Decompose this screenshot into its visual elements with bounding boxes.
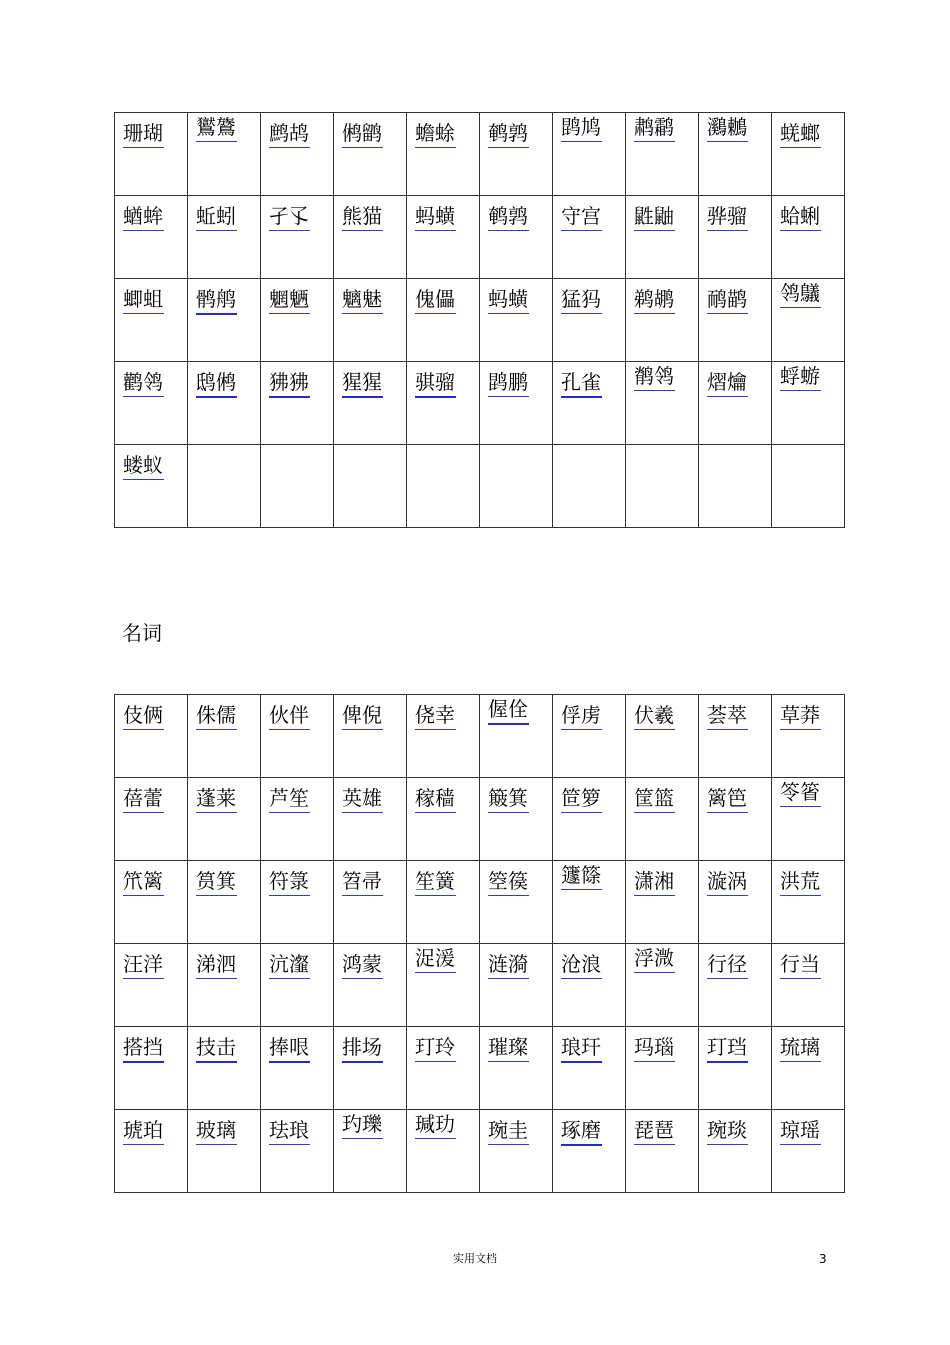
vocabulary-word: 魍魉 [269,286,310,314]
section-title: 名词 [122,621,162,645]
vocabulary-word: 蜣螂 [780,120,821,148]
vocabulary-word: 浮溦 [634,945,675,973]
vocabulary-word: 鹘鸼 [196,286,237,315]
vocabulary-word: 篱笆 [707,785,748,813]
vocabulary-word: 鹡鸰 [634,363,675,391]
table1-cell [699,445,772,528]
table2-cell [188,1110,261,1193]
vocabulary-word: 琅玕 [561,1034,602,1063]
vocabulary-word: 琉璃 [780,1034,821,1062]
vocabulary-word: 骐骝 [415,369,456,398]
table1-cell [772,445,845,528]
vocabulary-word: 笭箵 [780,779,821,807]
vocabulary-word: 伙伴 [269,702,310,730]
vocabulary-word: 琼瑶 [780,1117,821,1145]
vocabulary-word: 琥珀 [123,1117,164,1145]
vocabulary-table-1 [114,112,845,528]
vocabulary-word: 魑魅 [342,286,383,314]
table2-cell [188,778,261,861]
vocabulary-word: 箜篌 [488,868,529,896]
vocabulary-word: 符箓 [269,868,310,896]
vocabulary-word: 筐篮 [634,785,675,813]
table2-cell [699,861,772,944]
vocabulary-word: 鸑鷟 [196,114,237,142]
table1-cell [699,362,772,445]
vocabulary-word: 璀璨 [488,1034,529,1062]
table2-cell [261,861,334,944]
table1-cell [553,279,626,362]
vocabulary-word: 蝤蛑 [123,203,164,231]
vocabulary-word: 涟漪 [488,951,529,979]
vocabulary-word: 鸂鶒 [707,114,748,142]
table2-cell [261,944,334,1027]
vocabulary-word: 蚯蚓 [196,203,237,231]
table1-cell [699,279,772,362]
vocabulary-word: 蚂蟥 [488,286,529,314]
table1-cell [115,445,188,528]
table2-cell [626,695,699,778]
vocabulary-word: 猛犸 [561,286,602,314]
table2-cell [480,1110,553,1193]
table1-cell [553,362,626,445]
vocabulary-word: 俾倪 [342,702,383,730]
vocabulary-word: 玎玲 [415,1034,456,1062]
vocabulary-word: 蝼蚁 [123,452,164,480]
vocabulary-word: 搭挡 [123,1034,164,1063]
table2-cell [772,695,845,778]
table2-cell [407,861,480,944]
table1-row [115,113,845,196]
table2-row [115,695,845,778]
vocabulary-word: 蚂蟥 [415,203,456,231]
vocabulary-word: 伏羲 [634,702,675,730]
table2-cell [407,778,480,861]
table2-cell [407,944,480,1027]
table2-cell [115,1110,188,1193]
table1-cell [334,196,407,279]
vocabulary-word: 琢磨 [561,1117,602,1146]
vocabulary-word: 熊猫 [342,203,383,231]
vocabulary-word: 蟾蜍 [415,120,456,148]
vocabulary-word: 琵琶 [634,1117,675,1145]
vocabulary-word: 漩涡 [707,868,748,896]
vocabulary-word: 沧浪 [561,951,602,979]
vocabulary-word: 孔雀 [561,369,602,398]
table1-cell [407,113,480,196]
table1-cell [480,196,553,279]
vocabulary-word: 鹳鸰 [123,369,164,397]
table2-cell [480,695,553,778]
table2-cell [261,1027,334,1110]
vocabulary-word: 鹧鸪 [269,120,310,148]
table2-cell [699,944,772,1027]
vocabulary-word: 鸱鸺 [196,369,237,398]
table1-cell [261,196,334,279]
table1-cell [188,113,261,196]
table1-cell [407,445,480,528]
table2-cell [115,861,188,944]
vocabulary-word: 鹔鹴 [634,114,675,142]
table2-cell [115,695,188,778]
table1-cell [553,445,626,528]
vocabulary-word: 侏儒 [196,702,237,730]
table2-cell [699,1027,772,1110]
vocabulary-word: 玻璃 [196,1117,237,1145]
table1-cell [480,445,553,528]
table1-cell [261,445,334,528]
vocabulary-word: 鸸鹋 [707,286,748,314]
table2-cell [334,1110,407,1193]
vocabulary-word: 鸿蒙 [342,951,383,979]
vocabulary-word: 稼穑 [415,785,456,813]
table1-cell [188,362,261,445]
vocabulary-word: 孑孓 [269,203,310,231]
vocabulary-word: 鸰鸃 [780,280,821,308]
table2-cell [261,1110,334,1193]
vocabulary-word: 傀儡 [415,286,456,314]
vocabulary-table-nouns [114,694,845,1193]
table2-row [115,944,845,1027]
table2-cell [480,1027,553,1110]
vocabulary-word: 鸺鹠 [342,120,383,148]
table2-cell [188,944,261,1027]
table2-cell [626,778,699,861]
table2-cell [772,861,845,944]
vocabulary-word: 笙簧 [415,868,456,896]
table1-cell [334,445,407,528]
table2-cell [553,944,626,1027]
vocabulary-word: 琬琰 [707,1117,748,1145]
table1-cell [553,196,626,279]
table1-cell [772,362,845,445]
vocabulary-word: 笤帚 [342,868,383,896]
vocabulary-word: 捧哏 [269,1034,310,1063]
vocabulary-word: 潇湘 [634,868,675,896]
vocabulary-word: 排场 [342,1034,383,1063]
table2-cell [480,861,553,944]
vocabulary-word: 簸箕 [488,785,529,813]
vocabulary-word: 鹌鹑 [488,120,529,148]
table1-cell [115,196,188,279]
vocabulary-word: 籧篨 [561,862,602,890]
table1-cell [261,113,334,196]
table2-cell [188,861,261,944]
table1-row [115,196,845,279]
table1-cell [553,113,626,196]
vocabulary-word: 行当 [780,951,821,979]
table2-cell [480,778,553,861]
table1-cell [115,279,188,362]
table2-cell [261,695,334,778]
table2-row [115,1110,845,1193]
table1-cell [261,279,334,362]
table1-cell [480,113,553,196]
vocabulary-word: 守宫 [561,203,602,231]
vocabulary-word: 熠爚 [707,369,748,397]
table1-cell [188,279,261,362]
table2-cell [334,695,407,778]
table1-cell [626,113,699,196]
table2-cell [553,861,626,944]
table2-cell [699,1110,772,1193]
vocabulary-word: 蝍蛆 [123,286,164,314]
vocabulary-word: 伎俩 [123,702,164,730]
table2-cell [626,944,699,1027]
table1-row [115,445,845,528]
table2-cell [772,1027,845,1110]
footer-text: 实用文档 [453,1252,497,1265]
vocabulary-word: 汪洋 [123,951,164,979]
table2-cell [407,1110,480,1193]
vocabulary-word: 草莽 [780,702,821,730]
vocabulary-word: 荟萃 [707,702,748,730]
table1-cell [626,196,699,279]
vocabulary-word: 骅骝 [707,203,748,231]
table1-cell [407,279,480,362]
table2-cell [772,1110,845,1193]
vocabulary-word: 玎珰 [707,1034,748,1063]
table2-cell [480,944,553,1027]
table2-cell [188,1027,261,1110]
table2-cell [699,695,772,778]
table1-cell [188,445,261,528]
table1-cell [699,113,772,196]
vocabulary-word: 涕泗 [196,951,237,979]
vocabulary-word: 笸箩 [561,785,602,813]
vocabulary-word: 玛瑙 [634,1034,675,1062]
table2-cell [772,944,845,1027]
table2-cell [115,778,188,861]
vocabulary-word: 笊篱 [123,868,164,896]
vocabulary-word: 珐琅 [269,1117,310,1145]
table1-cell [261,362,334,445]
vocabulary-word: 蜉蝣 [780,363,821,391]
table1-cell [407,362,480,445]
table2-cell [626,861,699,944]
vocabulary-word: 鹍鸠 [561,114,602,142]
table1-cell [115,362,188,445]
vocabulary-word: 沆瀣 [269,951,310,979]
vocabulary-word: 鼪鼬 [634,203,675,231]
table2-row [115,1027,845,1110]
table1-cell [334,362,407,445]
vocabulary-word: 蓬莱 [196,785,237,813]
vocabulary-word: 浞湲 [415,945,456,973]
table2-row [115,861,845,944]
table2-cell [626,1110,699,1193]
vocabulary-word: 蓓蕾 [123,785,164,813]
table1-cell [188,196,261,279]
vocabulary-word: 洪荒 [780,868,821,896]
table1-cell [772,113,845,196]
table1-cell [626,362,699,445]
vocabulary-word: 珊瑚 [123,120,164,148]
vocabulary-word: 俘虏 [561,702,602,730]
table2-cell [553,778,626,861]
vocabulary-word: 猩猩 [342,369,383,398]
vocabulary-word: 琬圭 [488,1117,529,1145]
table1-cell [772,279,845,362]
table1-row [115,279,845,362]
vocabulary-word: 玓瓅 [342,1111,383,1139]
table2-cell [553,1110,626,1193]
table2-cell [115,944,188,1027]
table2-row [115,778,845,861]
table1-cell [407,196,480,279]
table1-cell [334,279,407,362]
vocabulary-word: 侥幸 [415,702,456,730]
table1-cell [626,445,699,528]
table2-cell [553,1027,626,1110]
table2-cell [188,695,261,778]
vocabulary-word: 瑊玏 [415,1111,456,1139]
table2-cell [334,944,407,1027]
table1-cell [772,196,845,279]
table1-cell [480,362,553,445]
vocabulary-word: 蛤蜊 [780,203,821,231]
table2-cell [115,1027,188,1110]
vocabulary-word: 狒狒 [269,369,310,398]
vocabulary-word: 鹈鹕 [634,286,675,314]
vocabulary-word: 偓佺 [488,696,529,725]
vocabulary-word: 鹌鹑 [488,203,529,231]
table1-cell [626,279,699,362]
table2-cell [407,1027,480,1110]
table2-cell [334,861,407,944]
table2-cell [334,1027,407,1110]
vocabulary-word: 筼箕 [196,868,237,896]
vocabulary-word: 技击 [196,1034,237,1063]
table1-cell [334,113,407,196]
table2-cell [261,778,334,861]
table2-cell [407,695,480,778]
table2-cell [626,1027,699,1110]
vocabulary-word: 英雄 [342,785,383,813]
table1-cell [699,196,772,279]
vocabulary-word: 鹍鹏 [488,369,529,397]
page-number: 3 [819,1252,827,1266]
vocabulary-word: 芦笙 [269,785,310,813]
vocabulary-word: 行径 [707,951,748,979]
table2-cell [334,778,407,861]
table1-cell [480,279,553,362]
table1-cell [115,113,188,196]
table2-cell [772,778,845,861]
table2-cell [553,695,626,778]
table1-row [115,362,845,445]
table2-cell [699,778,772,861]
